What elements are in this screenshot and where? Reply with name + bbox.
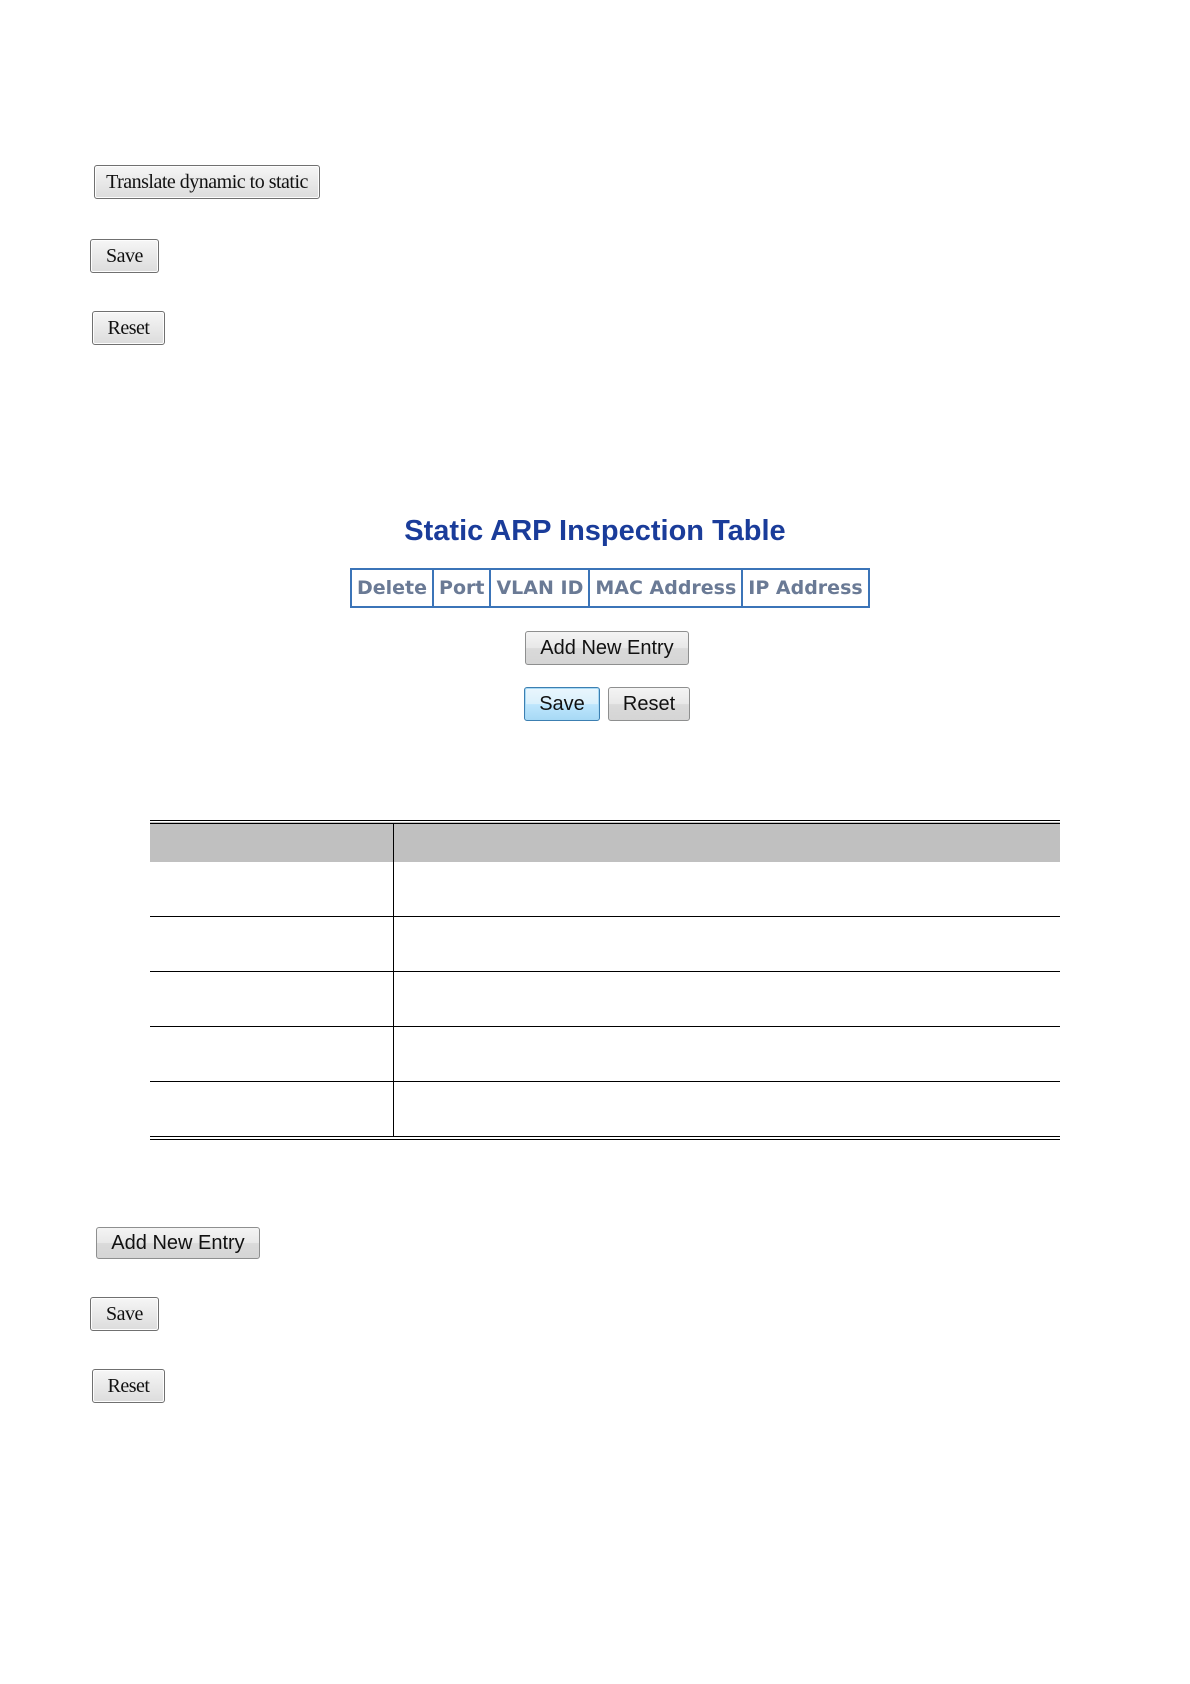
column-ip-address: IP Address: [742, 569, 868, 607]
table-row: [150, 1027, 1060, 1082]
description-table: [150, 820, 1060, 1140]
row-description-cell: [394, 862, 1061, 917]
add-new-entry-button-panel[interactable]: Add New Entry: [525, 631, 689, 665]
row-object-cell: [150, 862, 394, 917]
column-vlan-id: VLAN ID: [490, 569, 589, 607]
reset-button-bottom[interactable]: Reset: [92, 1369, 165, 1403]
panel-title: Static ARP Inspection Table: [404, 515, 786, 547]
reset-button-top[interactable]: Reset: [92, 311, 165, 345]
add-new-entry-button-bottom[interactable]: Add New Entry: [96, 1227, 260, 1259]
column-port: Port: [433, 569, 490, 607]
save-button-top[interactable]: Save: [90, 239, 159, 273]
description-header-row: [150, 822, 1060, 862]
table-header-row: [351, 569, 869, 607]
save-button-bottom[interactable]: Save: [90, 1297, 159, 1331]
column-mac-address: MAC Address: [589, 569, 742, 607]
row-object-cell: [150, 972, 394, 1027]
reset-button-panel[interactable]: Reset: [608, 687, 690, 721]
table-row: [150, 1082, 1060, 1139]
description-header-description: [394, 822, 1061, 862]
description-header-object: [150, 822, 394, 862]
table-row: [150, 862, 1060, 917]
row-description-cell: [394, 972, 1061, 1027]
static-arp-inspection-table: [350, 568, 870, 608]
translate-dynamic-to-static-button[interactable]: Translate dynamic to static: [94, 165, 320, 199]
save-button-panel[interactable]: Save: [524, 687, 600, 721]
row-object-cell: [150, 1082, 394, 1139]
row-object-cell: [150, 917, 394, 972]
table-row: [150, 972, 1060, 1027]
column-delete: Delete: [351, 569, 433, 607]
row-object-cell: [150, 1027, 394, 1082]
table-row: [150, 917, 1060, 972]
row-description-cell: [394, 1082, 1061, 1139]
row-description-cell: [394, 1027, 1061, 1082]
row-description-cell: [394, 917, 1061, 972]
